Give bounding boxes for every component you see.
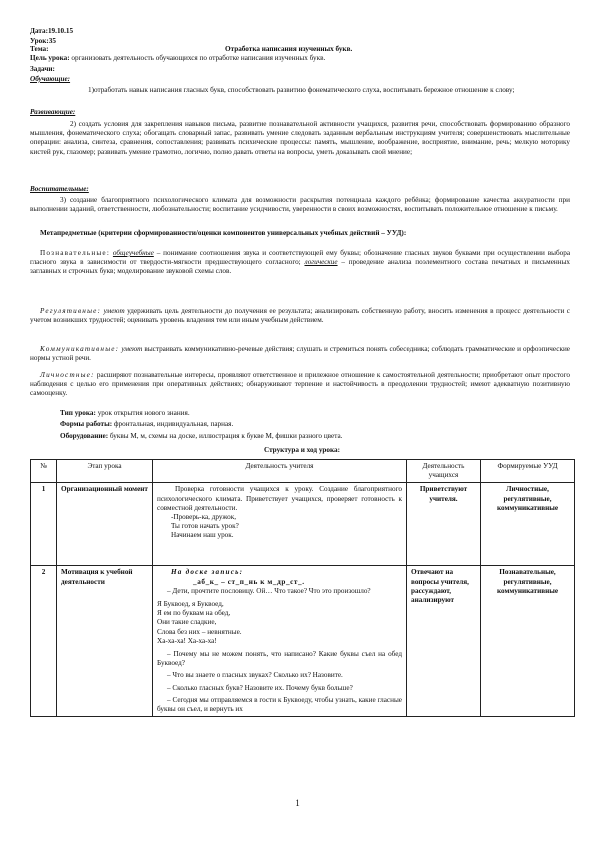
cognitive-general-label: общеучебные [112,249,154,257]
row-number: 1 [31,483,57,566]
row-stage: Организационный момент [57,483,153,566]
communicative-uud [30,345,570,363]
lesson-type [30,409,570,418]
lesson-number: Урок:35 [30,37,56,45]
board-label: На доске запись: [171,568,244,577]
row-stage: Мотивация к учебной деятельности [57,566,153,717]
cognitive-general-text: – понимание соотношения звука и соответствующей ему буквы; обозначение гласных звуков буквами при осуществлении выбора гласного звука в зависимости от твердости-мягкости предшествующего согласного; [30,249,571,267]
personal-uud [30,371,570,399]
topic-label: Тема: [30,45,49,53]
poem-line: Ты готов начать урок? [171,522,239,531]
communicative-label: Коммуникативные: [40,345,120,353]
upbringing-tasks-text: 3) создание благоприятного психологического климата для возможности раскрытия потенциала каждого ребёнка; формирование качества аккуратности при выполнении заданий, ответственности, любознательности; воспитание усидчивости, уверенности в своих возможностях, воспитывать положительное отношение к письму. [30,196,570,214]
row-teacher-activity [153,483,407,566]
personal-label: Личностные: [40,371,95,379]
work-forms-value: фронтальная, индивидуальная, парная. [113,420,234,428]
educational-tasks-label: Обучающие: [30,75,71,83]
goal-line [30,54,570,63]
header-teacher: Деятельность учителя [153,460,407,483]
cognitive-logical-text: – проведение анализа поэлементного состава печатных и письменных заглавных и строчных букв; моделирование звуковой схемы слов. [30,258,571,276]
equipment-value: буквы М, м, схемы на доске, иллюстрация к букве М, фишки разного цвета. [109,432,343,440]
teacher-line: – Что вы знаете о гласных звуках? Сколько их? Назовите. [167,671,343,680]
page-number: 1 [295,798,300,808]
communicative-text: выстраивать коммуникативно-речевые действия; слушать и стремиться понять собеседника; соблюдать грамматические и орфоэпические нормы устной речи. [30,345,571,363]
topic-value: Отработка написания изученных букв. [225,45,353,53]
cognitive-logical-label: логические [304,258,338,267]
table-caption: Структура и ход урока: [263,446,341,454]
teacher-line: – Сегодня мы отправляемся в гости к Буквоеду, чтобы узнать, какие гласные буквы он съел, и вернуть их [157,695,402,714]
topic-line [30,45,570,54]
regulatory-uud [30,307,570,325]
regulatory-can: умеют [103,307,125,315]
equipment [30,432,570,441]
poem-line: -Проверь-ка, дружок, [171,513,237,522]
work-forms-label: Формы работы: [60,420,113,428]
row-uud: Личностные, регулятивные, коммуникативные [481,483,575,566]
teacher-line: – Сколько гласных букв? Назовите их. Почему букв больше? [167,683,353,692]
teacher-activity-text: Проверка готовности учащихся к уроку. Создание благоприятного психологического климата. Приветствует учащихся, проверяет готовность к совместной деятельности. [157,485,402,512]
lesson-date: Дата:19.10.15 [30,27,74,35]
header-number: № [31,460,57,483]
developing-tasks-text: 2) создать условия для закрепления навыков письма, развитие познавательной активности учащихся, развития речи, способствовать формированию образного мышления, фонематического слуха; обогащать словарный запас, развивать умение следовать заданным вербальным инструкциям учителя; совершенствовать мыслительные операции: анализа, синтеза, сравнения, сопоставления; развивать психические процессы: память, мышление, воображение, восприятие, внимание, речь; мелкую моторику кистей рук, глазомер; развивать умение грамотно, логично, полно давать ответы на вопросы, уметь доказывать свой мнение; [30,120,570,156]
teacher-line: Я Буквоед, я Буквоед, [157,600,224,609]
teacher-line: Я ем по буквам на обед, [157,609,231,618]
upbringing-tasks-label: Воспитательные: [30,185,89,193]
row-student-activity: Отвечают на вопросы учителя, рассуждают, анализируют [407,566,481,717]
metasubject-heading: Метапредметные (критерии сформированности/оценки компонентов универсальных учебных действий – УУД): [40,229,407,237]
developing-tasks-label: Развивающие: [30,108,76,116]
table-header-row [31,460,575,483]
row-teacher-activity [153,566,407,717]
poem-line: Начинаем наш урок. [171,531,234,540]
regulatory-text: удерживать цель деятельности до получения ее результата; анализировать собственную работу, вносить изменения в процесс деятельности с учетом возникших трудностей; оценивать уровень владения тем или иным учебным действием. [30,307,570,325]
equipment-label: Оборудование: [60,432,109,440]
lesson-type-value: урок открытия нового знания. [97,409,190,417]
row-uud: Познавательные, регулятивные, коммуникативные [481,566,575,717]
work-forms [30,420,570,429]
greeting-poem [157,513,402,541]
lesson-type-label: Тип урока: [60,409,96,417]
board-text: _аб_к_ – ст_п_нь к м_др_ст_. [193,577,305,586]
teacher-line: – Дети, прочтите пословицу. Ой… Что такое? Что это произошло? [167,586,371,595]
communicative-can: умеют [121,345,143,353]
teacher-line: – Почему мы не можем понять, что написано? Какие буквы съел на обед Буквоед? [157,650,402,668]
educational-tasks-text: 1)отработать навык написания гласных букв, способствовать развитию фонематического слуха, воспитывать бережное отношение к слову; [88,86,515,94]
header-uud: Формируемые УУД [481,460,575,483]
teacher-line: Они такие сладкие, [157,618,217,627]
teacher-line: Слова без них – невнятные. [157,627,242,636]
teacher-line: Ха-ха-ха! Ха-ха-ха! [157,636,217,645]
goal-value: организовать деятельность обучающихся по отработке написания изученных букв. [71,54,326,62]
row-student-activity: Приветствуют учителя. [407,483,481,566]
header-stage: Этап урока [57,460,153,483]
cognitive-uud [30,249,570,277]
row-number: 2 [31,566,57,717]
cognitive-label: Познавательные: [40,249,111,257]
tasks-heading: Задачи: [30,65,55,73]
lesson-structure-table [30,459,575,717]
goal-label: Цель урока: [30,54,70,62]
table-row [31,483,575,566]
personal-text: расширяют познавательные интересы, проявляют ответственное и прилежное отношение к самостоятельной деятельности; приобретают опыт простого наблюдения с целью его применения при оперативных действиях; обнаруживают терпение и настойчивость в преодолении трудностей; имеют адекватную позитивную самооценку. [30,371,570,398]
table-row [31,566,575,717]
header-students: Деятельность учащихся [407,460,481,483]
regulatory-label: Регулятивные: [40,307,102,315]
